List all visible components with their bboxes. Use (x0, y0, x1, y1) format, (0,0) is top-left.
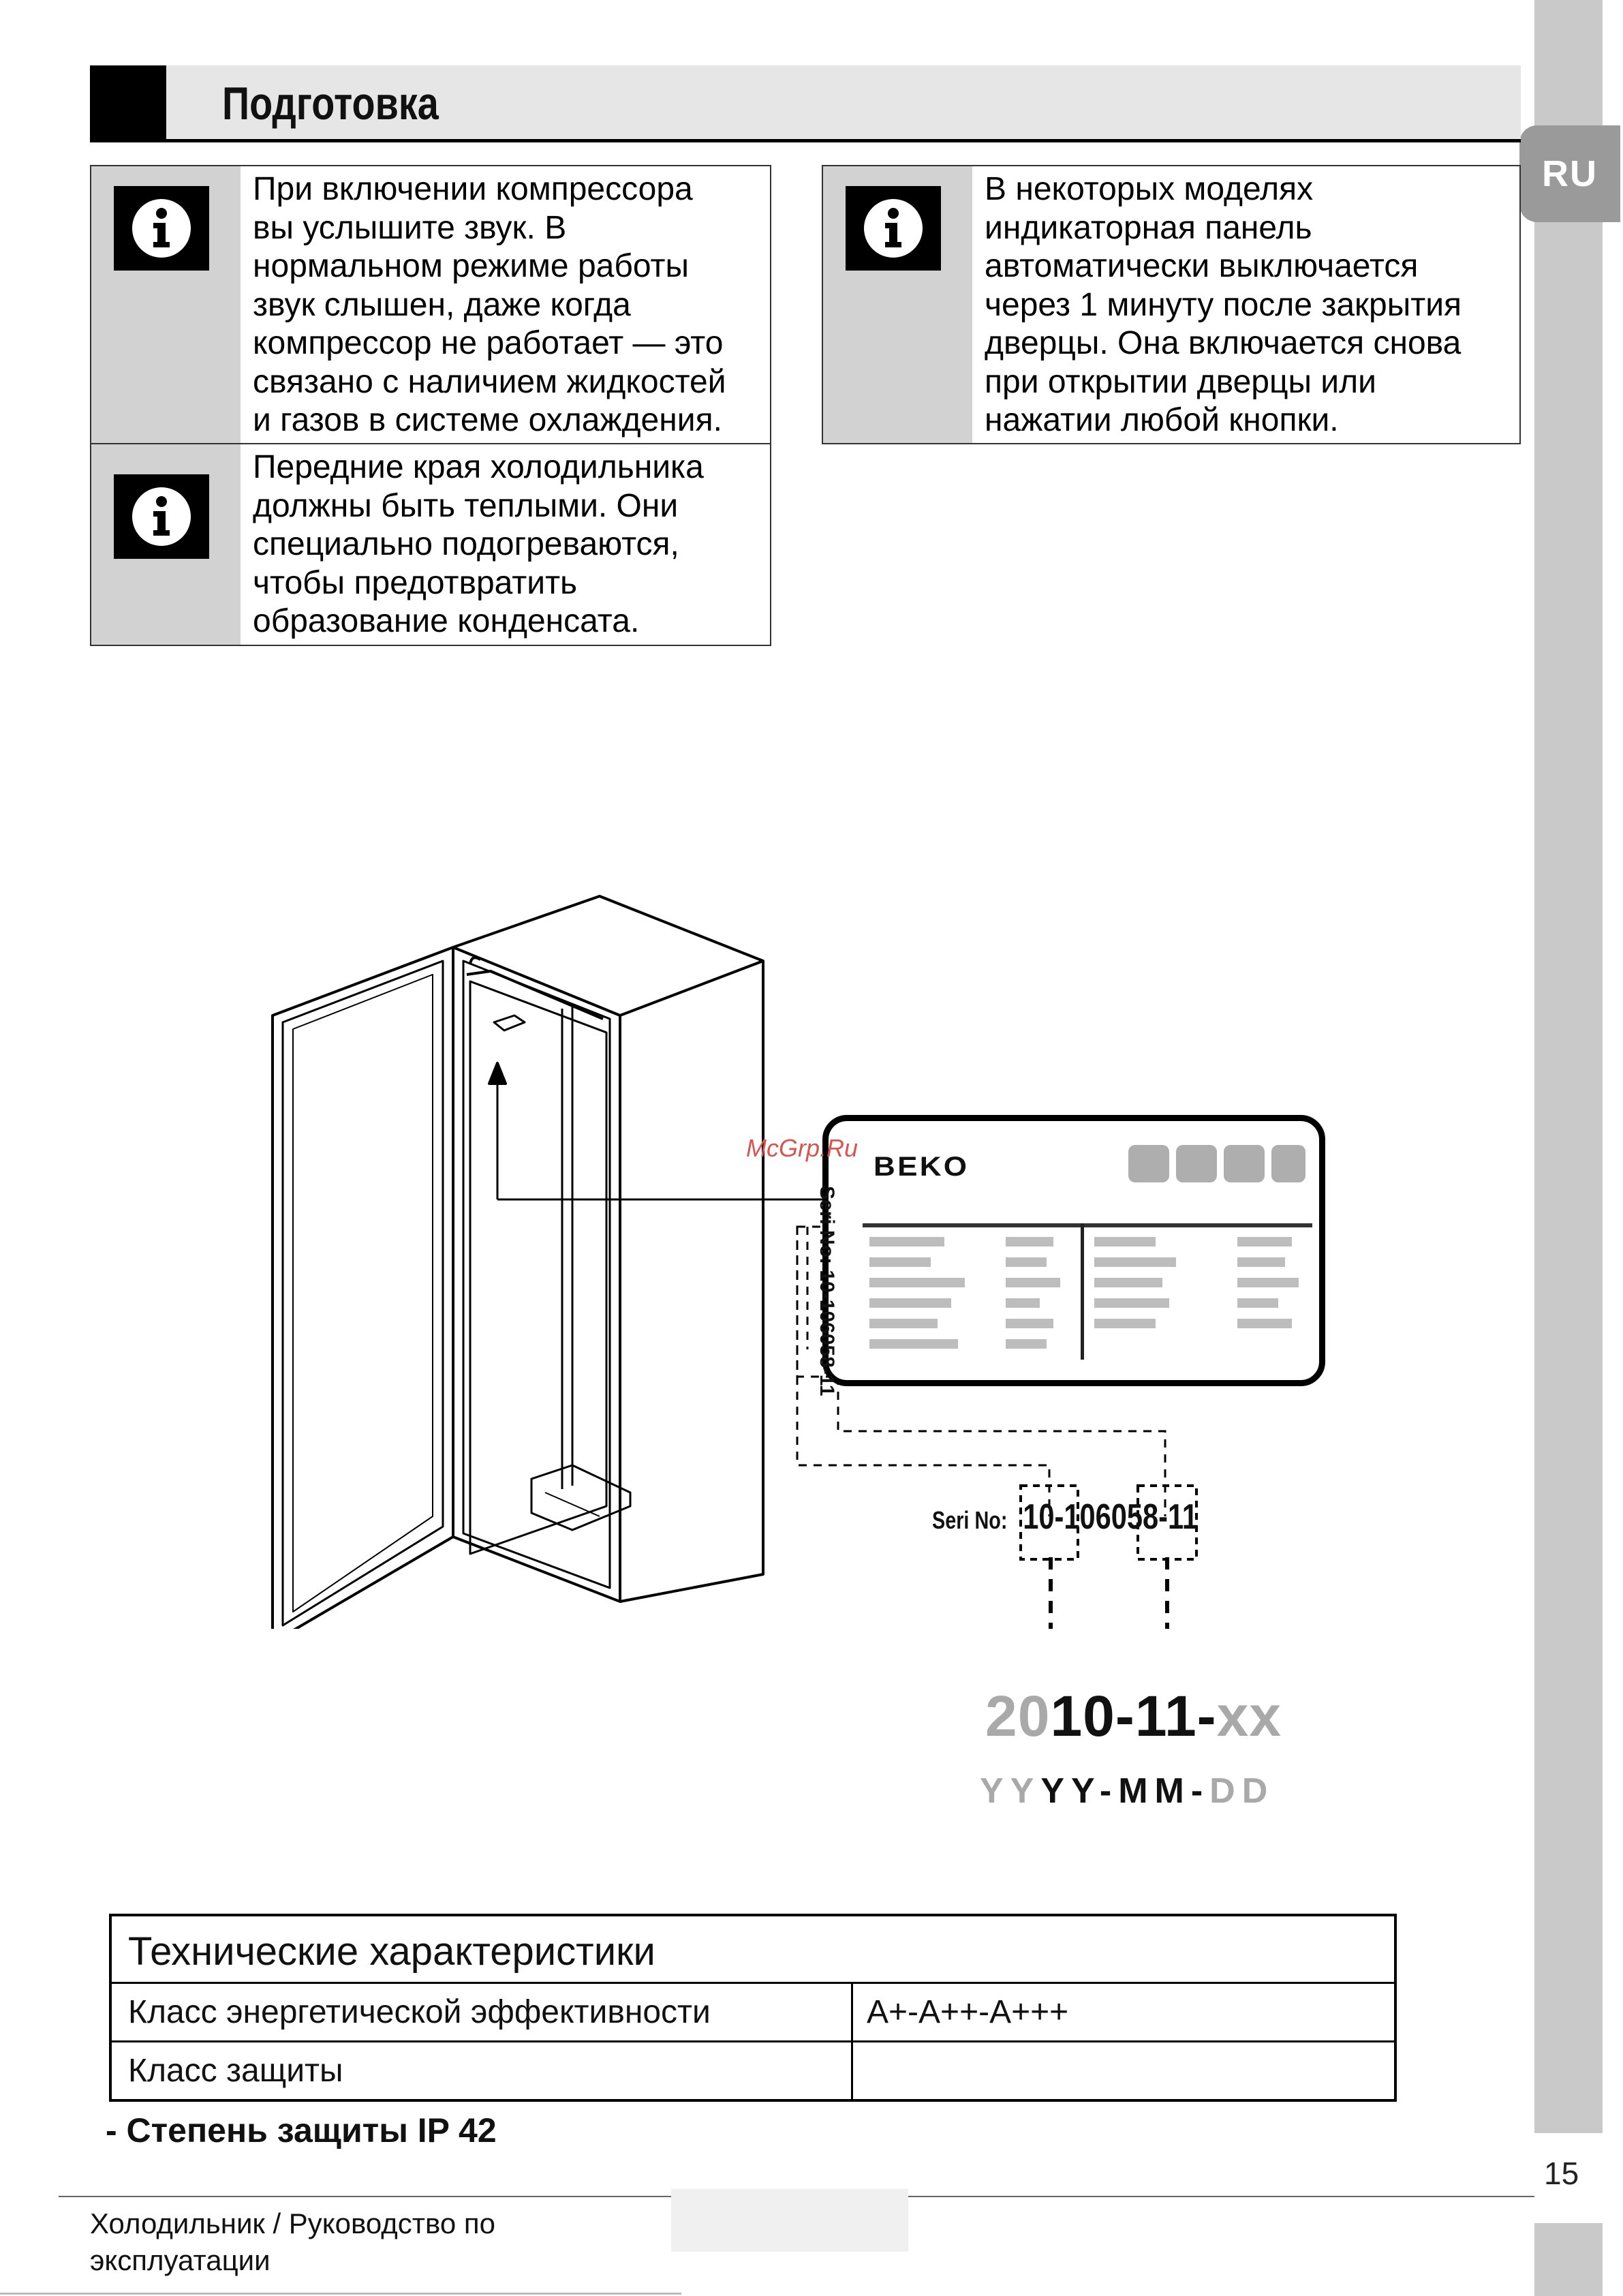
date-dash: - (1196, 1684, 1217, 1748)
serial-label: Seri No: (932, 1506, 1008, 1534)
footer-gray-box (671, 2189, 908, 2252)
info-icon-cell (91, 166, 241, 443)
spec-table-title: Технические характеристики (128, 1929, 655, 1974)
table-row (112, 1982, 1394, 2040)
info-icon (114, 186, 209, 271)
fmt-day: DD (1209, 1771, 1275, 1811)
spec-table-header (112, 1916, 1394, 1982)
serial-number-line (932, 1497, 1198, 1537)
table-row (112, 2040, 1394, 2099)
spec-label: Класс энергетической эффективности (112, 1984, 853, 2040)
info-note-display (822, 165, 1521, 444)
page-number: 15 (1544, 2156, 1579, 2191)
info-icon-cell (823, 166, 972, 443)
date-dash: - (1115, 1684, 1135, 1748)
serial-dash: - (1054, 1497, 1064, 1537)
info-note-text: В некоторых моделях индикаторная панель автоматически выключается через 1 минуту после закрытия дверцы. Она включается снова при открытии дверцы или нажатии любой кнопки. (985, 171, 1462, 438)
production-date (985, 1683, 1282, 1749)
serial-dash: - (1158, 1497, 1169, 1537)
side-strip-bottom (1534, 2223, 1603, 2296)
fmt-year: YY (1040, 1771, 1100, 1811)
serial-vertical: Seri No: 10-106058-11 (816, 1186, 838, 1396)
page-title: Подготовка (222, 78, 439, 129)
language-tab: RU (1519, 125, 1620, 222)
serial-part-number: 106058 (1064, 1497, 1159, 1537)
serial-part-year: 10 (1023, 1497, 1055, 1537)
footer-doc-title: Холодильник / Руководство по эксплуатации (90, 2207, 495, 2276)
date-year: 10 (1050, 1684, 1115, 1748)
date-format (980, 1771, 1274, 1811)
footer-bottom-rule (0, 2293, 681, 2295)
date-century: 20 (985, 1684, 1051, 1748)
section-header-block (90, 65, 166, 140)
info-note-text: Передние края холодильника должны быть теплыми. Они специально подогреваются, чтобы предотвратить образование конденсата. (253, 449, 704, 639)
ip-rating-note: - Степень защиты IP 42 (106, 2111, 497, 2149)
info-note-edges (90, 443, 771, 646)
serial-part-month: 11 (1168, 1497, 1198, 1537)
spec-value (853, 2042, 1394, 2099)
fmt-century: YY (980, 1771, 1041, 1811)
info-icon (114, 474, 209, 559)
spec-table (109, 1914, 1397, 2102)
fmt-dash: - (1190, 1771, 1210, 1811)
date-month: 11 (1134, 1684, 1197, 1748)
side-strip (1534, 0, 1603, 2133)
section-header-rule (90, 139, 1521, 142)
info-icon-cell (91, 444, 241, 645)
date-day: xx (1216, 1684, 1282, 1748)
spec-label: Класс защиты (112, 2042, 853, 2099)
spec-value: A+-A++-A+++ (867, 1994, 1069, 2030)
label-brand: BEKO (874, 1152, 970, 1182)
info-note-compressor (90, 165, 771, 444)
fmt-month: MM (1118, 1771, 1191, 1811)
watermark: McGrp.Ru (746, 1134, 859, 1162)
fmt-dash: - (1099, 1771, 1119, 1811)
info-icon (846, 186, 941, 271)
info-note-text: При включении компрессора вы услышите звук. В нормальном режиме работы звук слышен, даже когда компрессор не работает — это связано с наличием жидкостей и газов в системе охлаждения. (253, 171, 726, 438)
